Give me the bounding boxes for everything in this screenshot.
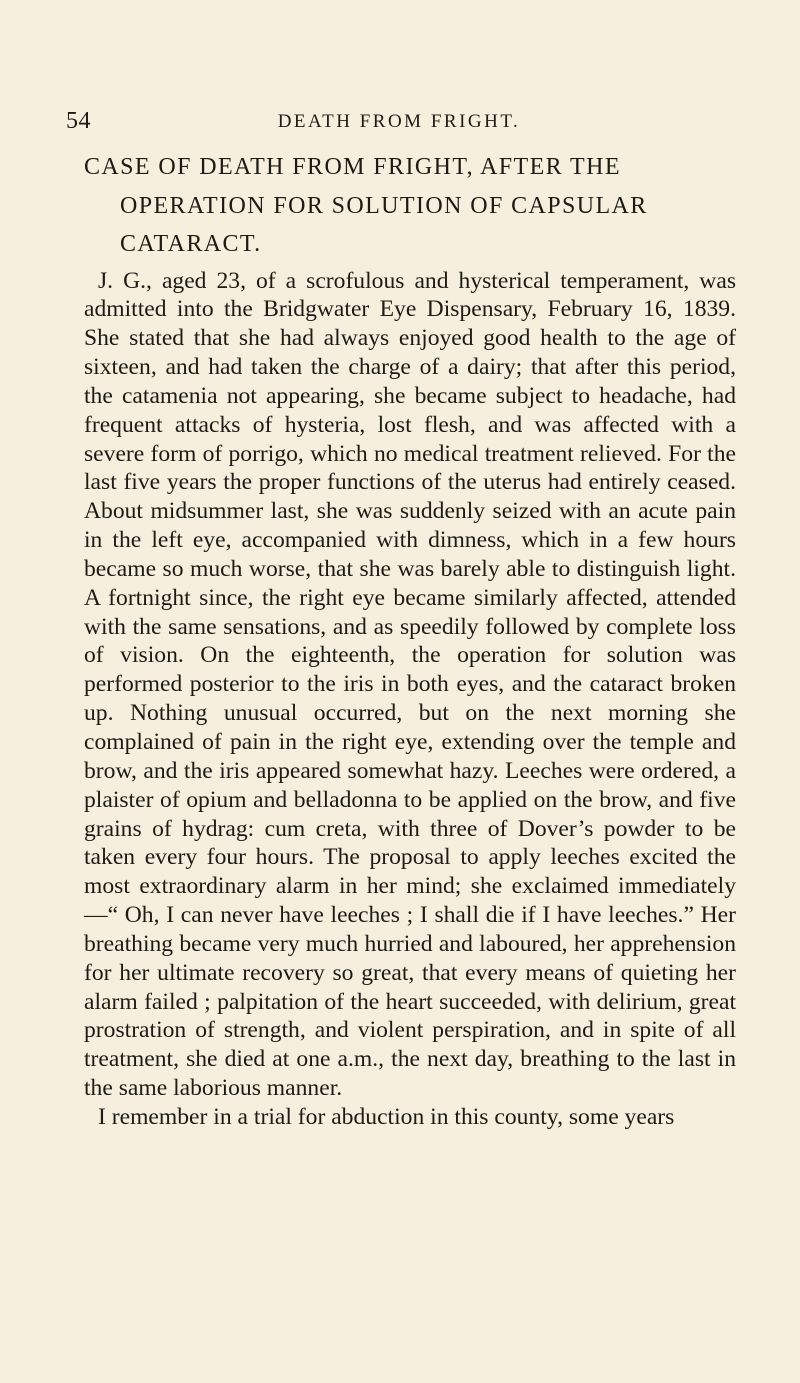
article-body (84, 148, 736, 1132)
page-number: 54 (66, 108, 91, 134)
case-title: CASE OF DEATH FROM FRIGHT, AFTER THE OPERATION FOR SOLUTION OF CAPSULAR CATARACT. (84, 154, 648, 257)
case-paragraph: J. G., aged 23, of a scrofulous and hysterical temperament, was admitted into the Bridgwater Eye Dispensary, February 16, 1839. She stated that she had always enjoyed good health to the age of sixteen, and had taken the charge of a dairy; that after this period, the catamenia not appearing, she became subject to headache, had frequent attacks of hysteria, lost flesh, and was affected with a severe form of porrigo, which no medical treatment relieved. For the last five years the proper functions of the uterus had entirely ceased. About midsummer last, she was suddenly seized with an acute pain in the left eye, accompanied with dimness, which in a few hours became so much worse, that she was barely able to distinguish light. A fortnight since, the right eye became similarly affected, attended with the same sensations, and as speedily followed by complete loss of vision. On the eighteenth, the operation for solution was performed posterior to the iris in both eyes, and the cataract broken up. Nothing unusual occurred, but on the next morning she complained of pain in the right eye, extending over the temple and brow, and the iris appeared somewhat hazy. Leeches were ordered, a plaister of opium and belladonna to be applied on the brow, and five grains of hydrag: cum creta, with three of Dover’s powder to be taken every four hours. The proposal to apply leeches excited the most extraordinary alarm in her mind; she exclaimed immediately—“ Oh, I can never have leeches ; I shall die if I have leeches.” Her breathing became very much hurried and laboured, her apprehension for her ultimate recovery so great, that every means of quieting her alarm failed ; palpitation of the heart succeeded, with delirium, great prostration of strength, and violent perspiration, and in spite of all treatment, she died at one a.m., the next day, breathing to the last in the same laborious manner. (84, 267, 736, 1102)
next-paragraph: I remember in a trial for abduction in this county, some years (98, 1103, 675, 1130)
running-head: DEATH FROM FRIGHT. (277, 111, 521, 132)
page-header (66, 108, 732, 138)
